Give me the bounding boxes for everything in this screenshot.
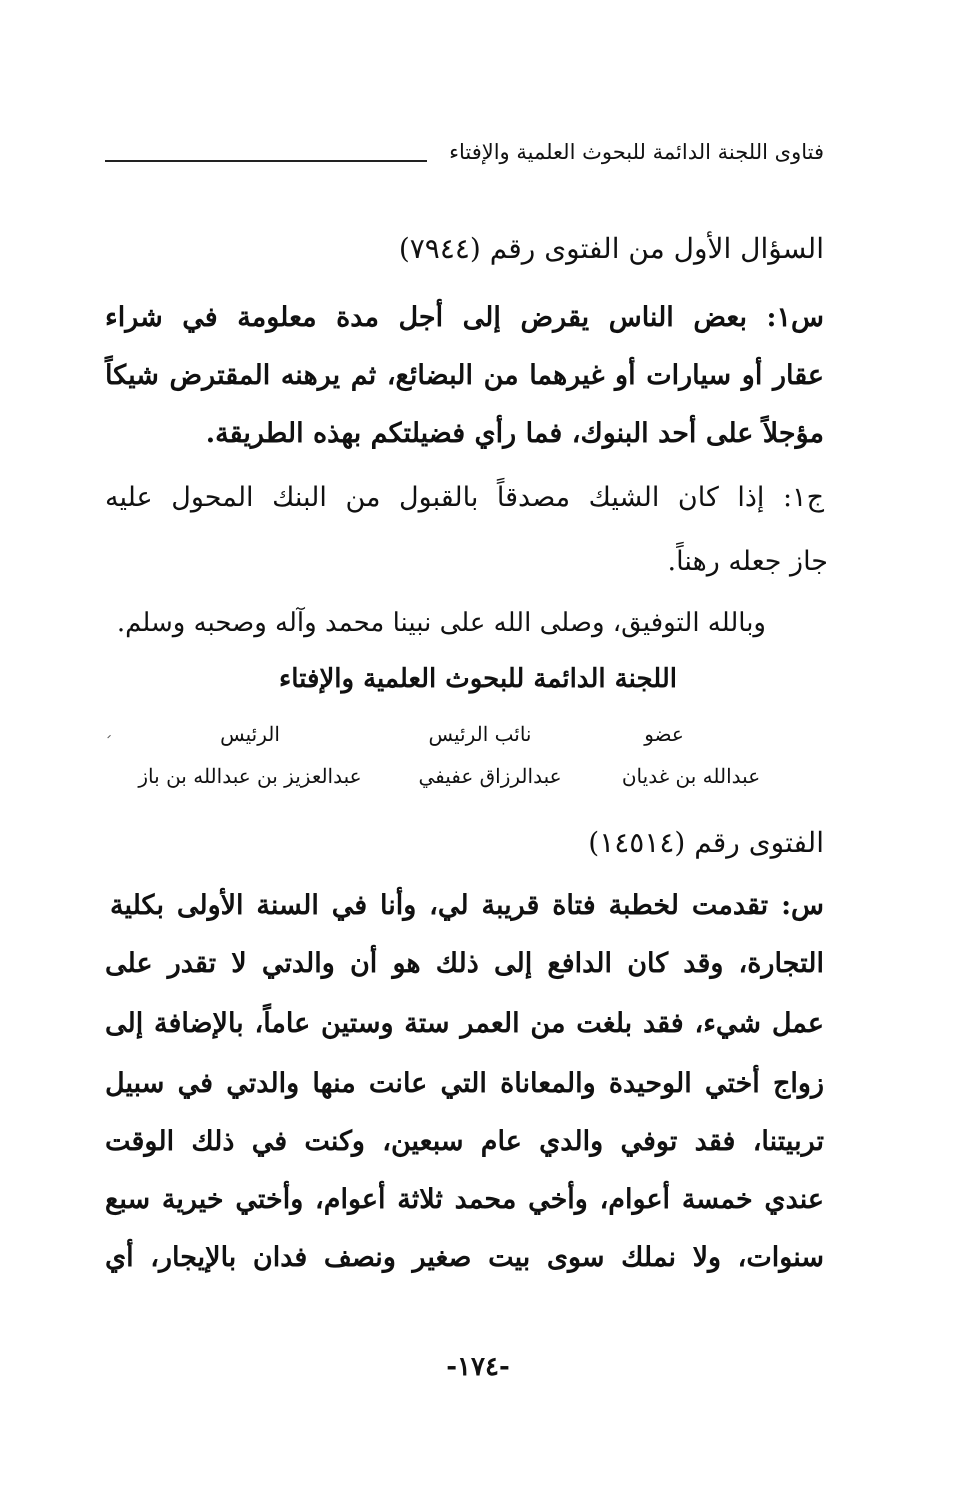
fatwa1-answer-line: ج١: إذا كان الشيك مصدقاً بالقبول من البنك المحول عليه	[105, 482, 824, 513]
fatwa2-heading: الفتوى رقم (١٤٥١٤)	[588, 826, 824, 859]
fatwa1-question-line: مؤجلاً على أحد البنوك، فما رأي فضيلتكم بهذه الطريقة.	[205, 418, 824, 449]
fatwa1-closing: وبالله التوفيق، وصلى الله على نبينا محمد وآله وصحبه وسلم.	[116, 608, 766, 638]
signatory-role: نائب الرئيس	[428, 722, 532, 746]
signatory-role: الرئيس	[220, 722, 280, 746]
fatwa2-question-line: تربيتنا، فقد توفي والدي عام سبعين، وكنت في ذلك الوقت	[105, 1126, 824, 1157]
fatwa2-question-line: عمل شيء، فقد بلغت من العمر ستة وستين عاماً، بالإضافة إلى	[105, 1008, 824, 1039]
fatwa2-question-line: سنوات، ولا نملك سوى بيت صغير ونصف فدان بالإيجار، أي	[105, 1242, 824, 1273]
fatwa2-question-line: عندي خمسة أعوام، وأخي محمد ثلاثة أعوام، وأختي خيرية سبع	[105, 1184, 824, 1215]
signatory-name: عبدالله بن غديان	[621, 764, 761, 788]
committee-title: اللجنة الدائمة للبحوث العلمية والإفتاء	[279, 664, 677, 694]
fatwa1-answer-line: جاز جعله رهناً.	[667, 546, 828, 577]
signatory-name: عبدالرزاق عفيفي	[418, 764, 562, 788]
stray-mark	[107, 735, 113, 741]
fatwa1-question-line: عقار أو سيارات أو غيرهما من البضائع، ثم يرهنه المقترض شيكاً	[105, 360, 824, 391]
fatwa2-question-line: س: تقدمت لخطبة فتاة قريبة لي، وأنا في السنة الأولى بكلية	[110, 890, 824, 921]
running-header: فتاوى اللجنة الدائمة للبحوث العلمية والإفتاء	[449, 140, 824, 164]
signatory-role: عضو	[644, 722, 684, 746]
fatwa2-question-line: زواج أختي الوحيدة والمعاناة التي عانت منها والدتي في سبيل	[105, 1068, 824, 1099]
fatwa1-question-line: س١: بعض الناس يقرض إلى أجل مدة معلومة في شراء	[105, 302, 824, 333]
header-rule	[105, 160, 427, 162]
fatwa1-heading: السؤال الأول من الفتوى رقم (٧٩٤٤)	[398, 232, 824, 265]
fatwa2-question-line: التجارة، وقد كان الدافع إلى ذلك هو أن والدتي لا تقدر على	[105, 948, 824, 979]
page-number: -١٧٤-	[446, 1352, 510, 1382]
signatory-name: عبدالعزيز بن عبدالله بن باز	[138, 764, 362, 788]
